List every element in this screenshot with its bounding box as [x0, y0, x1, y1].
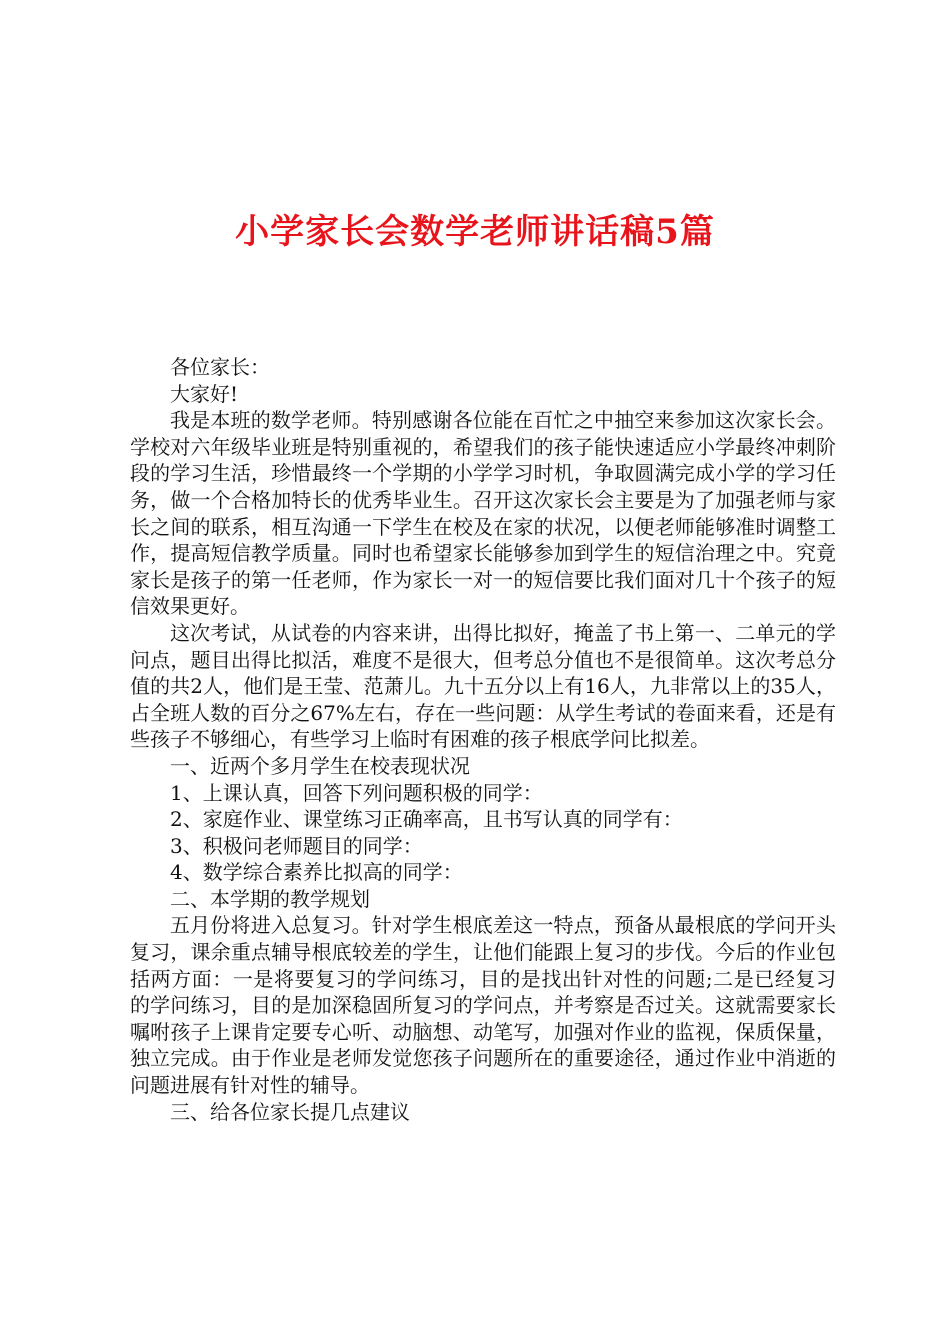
list-item: 3、积极问老师题目的同学：: [170, 833, 423, 858]
document-title: 小学家长会数学老师讲话稿5篇: [235, 212, 715, 252]
list-item: 2、家庭作业、课堂练习正确率高，且书写认真的同学有：: [170, 807, 683, 832]
section-heading-1: 一、近两个多月学生在校表现状况: [170, 753, 470, 778]
document-body: [130, 354, 836, 1125]
body-paragraph-exam: 这次考试，从试卷的内容来讲，出得比拟好，掩盖了书上第一、二单元的学问点，题目出得比拟活，难度不是很大，但考总分值也不是很简单。这次考总分值的共2人，他们是王莹、范萧儿。九十五分以上有16人，九非常以上的35人，占全班人数的百分之67%左右，存在一些问题：从学生考试的卷面来看，还是有些孩子不够细心，有些学习上临时有困难的孩子根底学问比拟差。: [130, 620, 836, 752]
greeting: 大家好!: [170, 381, 239, 406]
salutation: 各位家长：: [170, 355, 270, 379]
body-paragraph-plan: 五月份将进入总复习。针对学生根底差这一特点，预备从最根底的学问开头复习，课余重点辅导根底较差的学生，让他们能跟上复习的步伐。今后的作业包括两方面：一是将要复习的学问练习，目的是找出针对性的问题;二是已经复习的学问练习，目的是加深稳固所复习的学问点，并考察是否过关。这就需要家长嘱咐孩子上课肯定要专心听、动脑想、动笔写，加强对作业的监视，保质保量，独立完成。由于作业是老师发觉您孩子问题所在的重要途径，通过作业中消逝的问题进展有针对性的辅导。: [130, 913, 836, 1098]
section-heading-2: 二、本学期的教学规划: [170, 886, 370, 911]
list-item: 1、上课认真，回答下列问题积极的同学：: [170, 780, 543, 805]
section-heading-3: 三、给各位家长提几点建议: [170, 1099, 410, 1124]
body-paragraph-intro: 我是本班的数学老师。特别感谢各位能在百忙之中抽空来参加这次家长会。学校对六年级毕业班是特别重视的，希望我们的孩子能快速适应小学最终冲刺阶段的学习生活，珍惜最终一个学期的小学学习时机，争取圆满完成小学的学习任务，做一个合格加特长的优秀毕业生。召开这次家长会主要是为了加强老师与家长之间的联系，相互沟通一下学生在校及在家的状况，以便老师能够准时调整工作，提高短信教学质量。同时也希望家长能够参加到学生的短信治理之中。究竟家长是孩子的第一任老师，作为家长一对一的短信要比我们面对几十个孩子的短信效果更好。: [130, 408, 836, 619]
list-item: 4、数学综合素养比拟高的同学：: [170, 860, 463, 885]
